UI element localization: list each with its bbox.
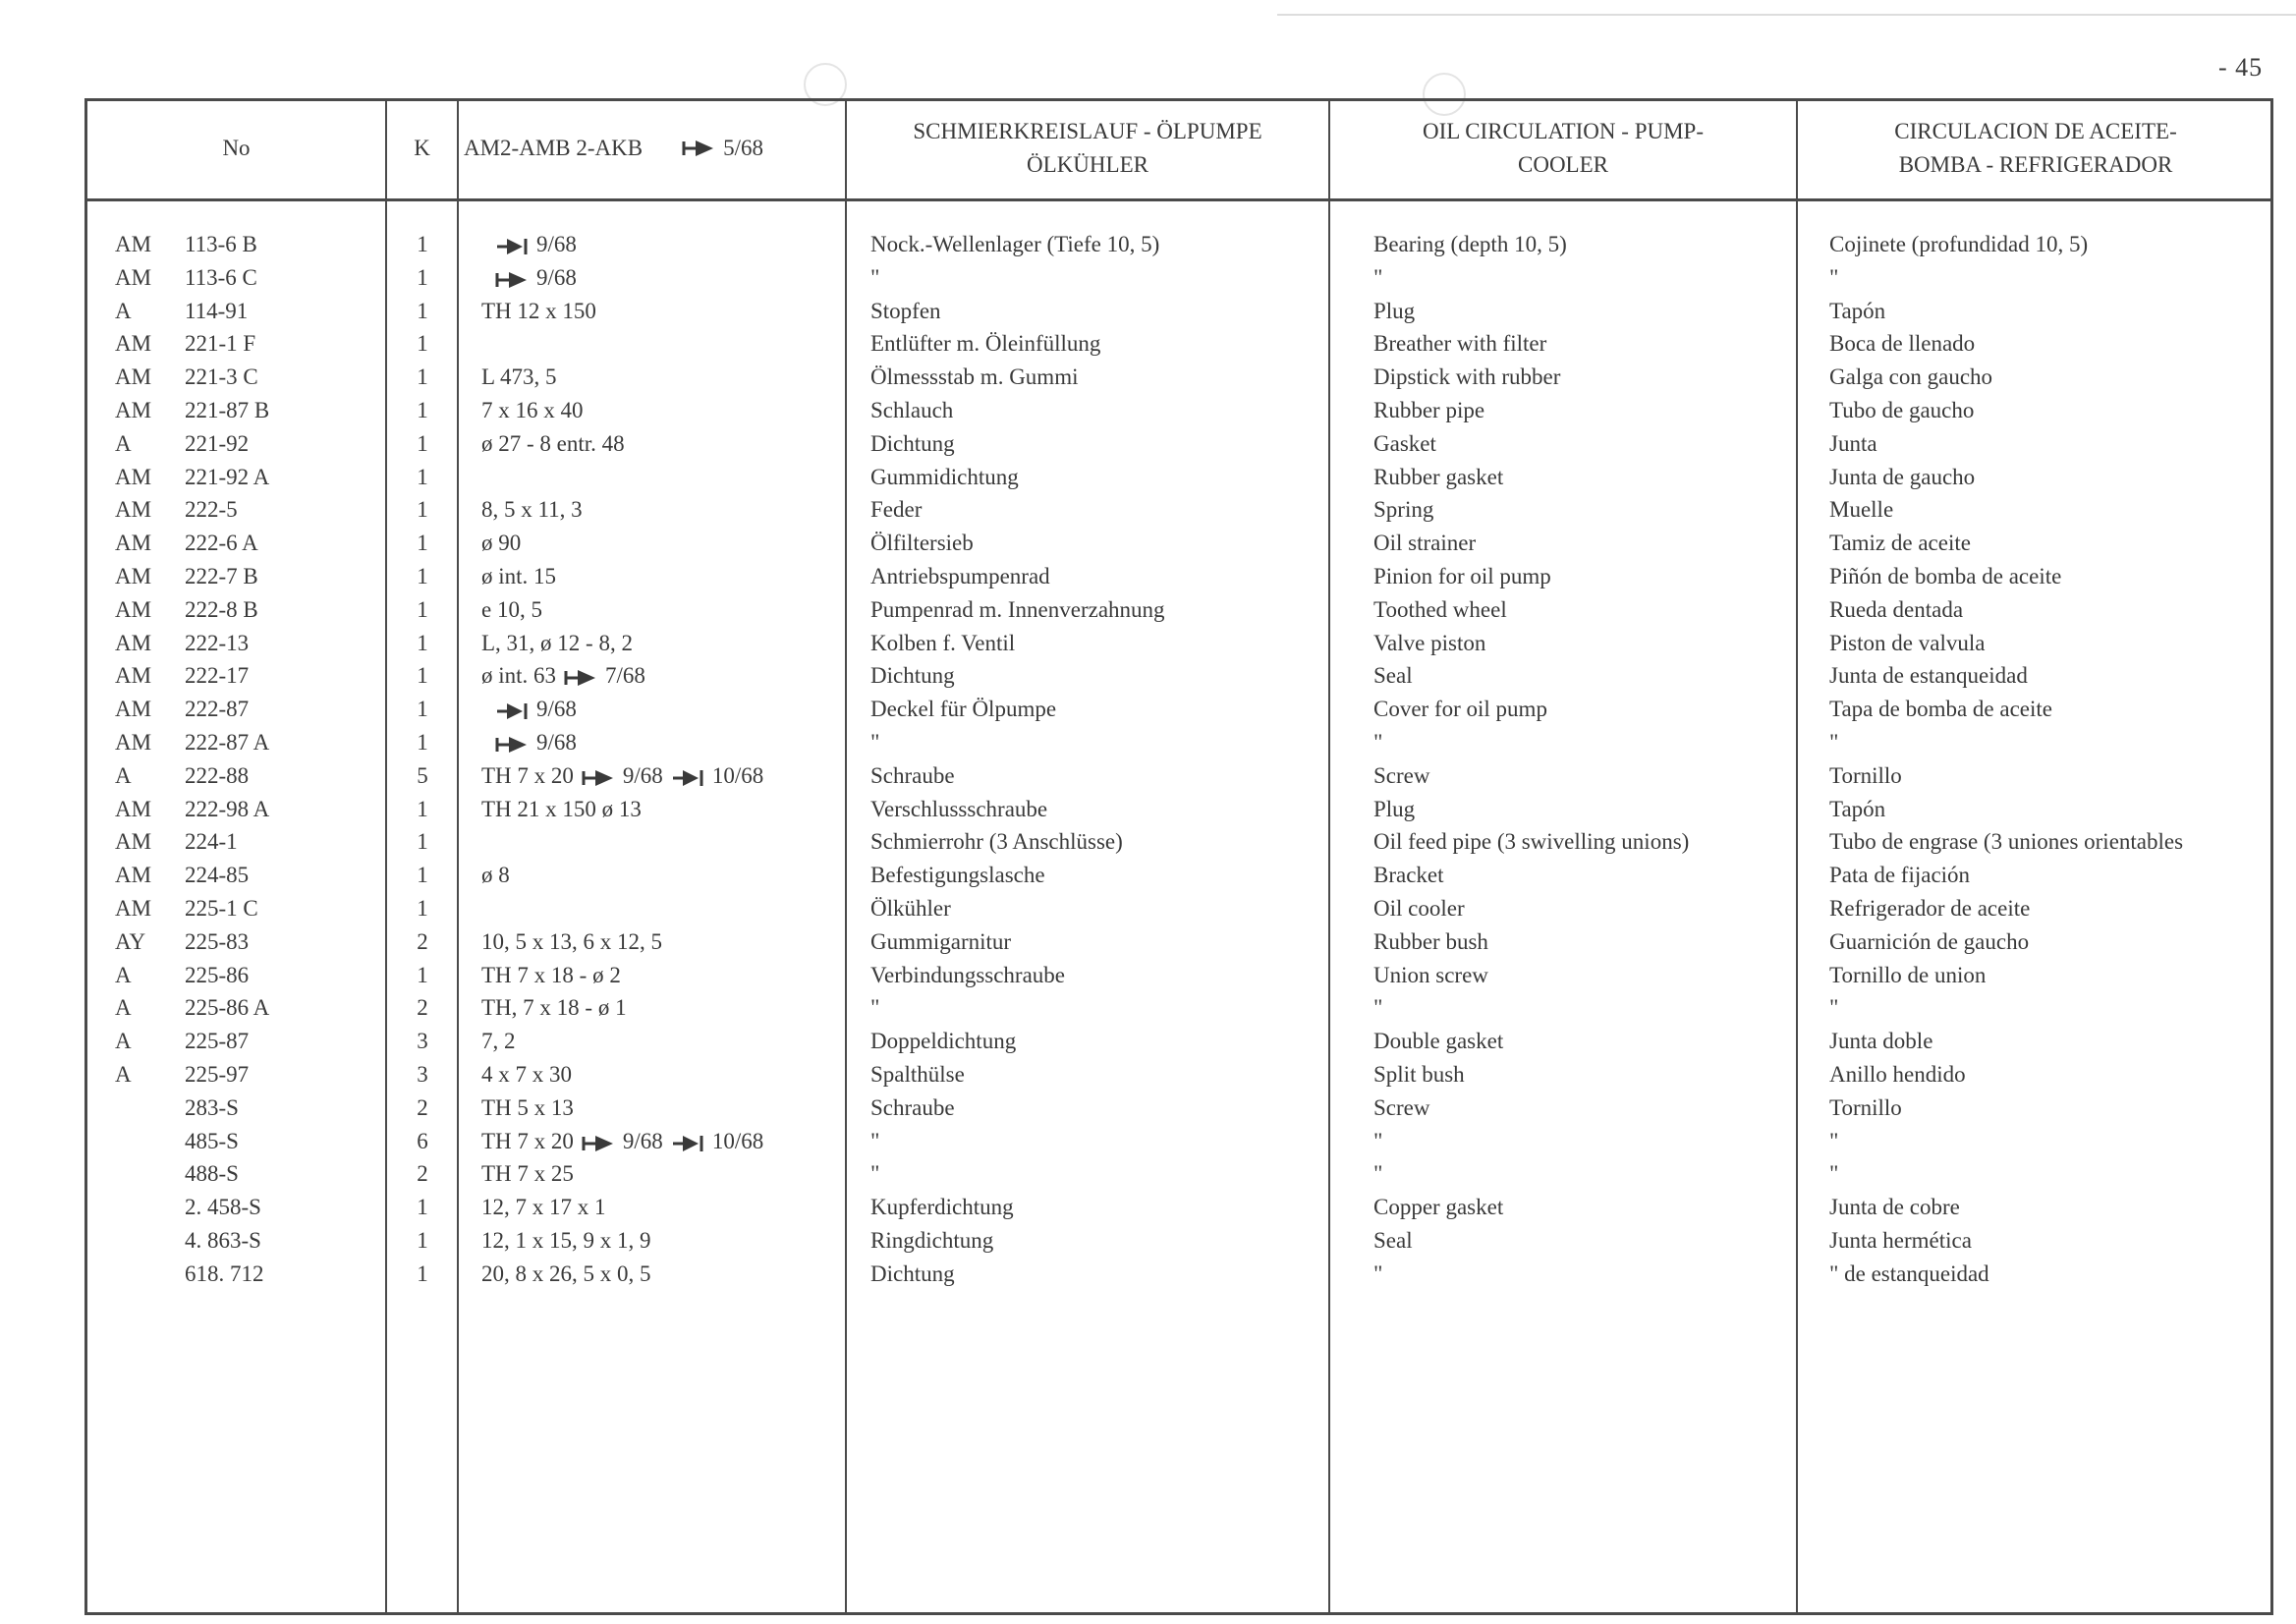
description-german: Nock.-Wellenlager (Tiefe 10, 5) (870, 232, 1160, 256)
description-german: Verbindungsschraube (870, 963, 1066, 987)
part-number: 114-91 (185, 299, 249, 323)
description-spanish: Junta hermética (1829, 1228, 1972, 1253)
quantity-k: 1 (417, 1261, 428, 1286)
description-german: Schmierrohr (3 Anschlüsse) (870, 829, 1123, 854)
part-number: 225-86 (185, 963, 250, 987)
part-spec (481, 429, 625, 459)
part-prefix: AM (115, 896, 152, 921)
quantity-k: 2 (417, 995, 428, 1020)
description-spanish: Galga con gaucho (1829, 364, 1993, 389)
description-english: Rubber bush (1373, 929, 1488, 954)
part-prefix: AM (115, 697, 152, 721)
quantity-k: 6 (417, 1129, 428, 1153)
spec-text: L, 31, ø 12 - 8, 2 (481, 631, 633, 655)
quantity-k: 1 (417, 697, 428, 721)
description-german: Ölmessstab m. Gummi (870, 364, 1079, 389)
description-german: Antriebspumpenrad (870, 564, 1050, 588)
description-english: " (1373, 730, 1383, 755)
part-spec (481, 629, 633, 658)
quantity-k: 2 (417, 929, 428, 954)
quantity-k: 1 (417, 431, 428, 456)
description-german: " (870, 1129, 880, 1153)
description-english: Cover for oil pump (1373, 697, 1547, 721)
description-german: Schlauch (870, 398, 954, 422)
quantity-k: 1 (417, 597, 428, 622)
header-german (847, 98, 1328, 198)
description-english: Valve piston (1373, 631, 1486, 655)
description-german: Feder (870, 497, 923, 522)
description-spanish: Piston de valvula (1829, 631, 1986, 655)
until-date-icon (671, 1134, 704, 1153)
description-german: " (870, 995, 880, 1020)
part-prefix: AM (115, 564, 152, 588)
part-number: 222-87 (185, 697, 250, 721)
part-number: 485-S (185, 1129, 239, 1153)
description-german: Dichtung (870, 663, 955, 688)
part-spec (481, 1193, 606, 1222)
spec-text: 20, 8 x 26, 5 x 0, 5 (481, 1261, 651, 1286)
description-english: Spring (1373, 497, 1434, 522)
quantity-k: 1 (417, 564, 428, 588)
description-spanish: " de estanqueidad (1829, 1261, 1989, 1286)
part-spec (481, 861, 510, 890)
header-english (1330, 98, 1796, 198)
part-spec (481, 595, 542, 625)
description-german: Kolben f. Ventil (870, 631, 1016, 655)
header-english-line-2: COOLER (1518, 152, 1608, 177)
description-german: Schraube (870, 1095, 955, 1120)
description-spanish: Tamiz de aceite (1829, 531, 1971, 555)
description-english: " (1373, 265, 1383, 290)
quantity-k: 1 (417, 232, 428, 256)
description-german: Doppeldichtung (870, 1029, 1017, 1053)
description-english: Screw (1373, 1095, 1430, 1120)
quantity-k: 1 (417, 497, 428, 522)
description-spanish: " (1829, 1161, 1839, 1186)
header-german-line-2: ÖLKÜHLER (1027, 152, 1148, 177)
description-english: Oil strainer (1373, 531, 1477, 555)
from-date-icon (564, 668, 597, 688)
part-prefix: AM (115, 331, 152, 356)
quantity-k: 3 (417, 1029, 428, 1053)
part-spec (481, 529, 521, 558)
quantity-k: 1 (417, 398, 428, 422)
spec-text: ø int. 63 (481, 663, 557, 688)
quantity-k: 2 (417, 1095, 428, 1120)
spec-text: ø 8 (481, 863, 510, 887)
part-prefix: AM (115, 465, 152, 489)
spec-text: 9/68 (536, 697, 577, 721)
description-spanish: Muelle (1829, 497, 1894, 522)
from-date-icon (495, 735, 529, 755)
part-number: 618. 712 (185, 1261, 264, 1286)
part-spec (481, 263, 577, 293)
description-german: Pumpenrad m. Innenverzahnung (870, 597, 1165, 622)
spec-text: TH 7 x 18 - ø 2 (481, 963, 621, 987)
header-spanish (1798, 98, 2273, 198)
quantity-k: 5 (417, 763, 428, 788)
description-spanish: " (1829, 1129, 1839, 1153)
description-spanish: " (1829, 995, 1839, 1020)
spec-text: 12, 1 x 15, 9 x 1, 9 (481, 1228, 651, 1253)
spec-date: 9/68 (622, 1129, 663, 1153)
quantity-k: 1 (417, 631, 428, 655)
part-prefix: A (115, 1062, 132, 1087)
part-number: 113-6 B (185, 232, 257, 256)
part-number: 224-1 (185, 829, 238, 854)
description-spanish: Tapón (1829, 299, 1886, 323)
description-german: Ölkühler (870, 896, 951, 921)
quantity-k: 1 (417, 331, 428, 356)
part-number: 225-87 (185, 1029, 250, 1053)
part-number: 2. 458-S (185, 1195, 261, 1219)
part-spec (481, 1159, 574, 1189)
part-number: 222-87 A (185, 730, 270, 755)
description-german: Dichtung (870, 1261, 955, 1286)
spec-text: 7, 2 (481, 1029, 516, 1053)
spec-text: e 10, 5 (481, 597, 542, 622)
part-number: 222-8 B (185, 597, 258, 622)
description-spanish: Tornillo de union (1829, 963, 1987, 987)
description-english: Plug (1373, 299, 1416, 323)
header-model-label: AM2-AMB 2-AKB (464, 136, 644, 160)
header-english-line-1: OIL CIRCULATION - PUMP- (1422, 119, 1704, 143)
description-german: Gummigarnitur (870, 929, 1012, 954)
header-k: K (414, 136, 430, 160)
description-english: Screw (1373, 763, 1430, 788)
description-german: " (870, 1161, 880, 1186)
part-prefix: AM (115, 364, 152, 389)
part-prefix: AM (115, 631, 152, 655)
description-english: Toothed wheel (1373, 597, 1507, 622)
part-spec (481, 661, 645, 691)
description-english: " (1373, 995, 1383, 1020)
description-english: " (1373, 1161, 1383, 1186)
description-english: Pinion for oil pump (1373, 564, 1551, 588)
header-model-date: 5/68 (723, 136, 763, 160)
page-number: - 45 (2218, 53, 2264, 82)
part-prefix: A (115, 1029, 132, 1053)
description-german: " (870, 730, 880, 755)
header-rule (84, 198, 2273, 201)
part-number: 488-S (185, 1161, 239, 1186)
description-spanish: Refrigerador de aceite (1829, 896, 2031, 921)
description-spanish: Junta (1829, 431, 1877, 456)
description-english: Double gasket (1373, 1029, 1504, 1053)
part-prefix: AM (115, 398, 152, 422)
description-english: " (1373, 1129, 1383, 1153)
spec-text: TH 7 x 20 (481, 763, 574, 788)
spec-date: 9/68 (622, 763, 663, 788)
description-spanish: Cojinete (profundidad 10, 5) (1829, 232, 2089, 256)
quantity-k: 1 (417, 829, 428, 854)
description-english: Breather with filter (1373, 331, 1547, 356)
header-model (464, 98, 845, 198)
description-german: Spalthülse (870, 1062, 965, 1087)
description-english: Gasket (1373, 431, 1436, 456)
description-english: Rubber gasket (1373, 465, 1504, 489)
part-spec (481, 495, 583, 525)
spec-text: 12, 7 x 17 x 1 (481, 1195, 606, 1219)
top-rule (1277, 14, 2296, 16)
spec-text: TH 5 x 13 (481, 1095, 574, 1120)
quantity-k: 1 (417, 364, 428, 389)
part-number: 225-83 (185, 929, 250, 954)
description-spanish: Rueda dentada (1829, 597, 1964, 622)
description-spanish: Tapa de bomba de aceite (1829, 697, 2052, 721)
quantity-k: 2 (417, 1161, 428, 1186)
until-date-icon (495, 701, 529, 721)
part-spec (481, 728, 577, 757)
part-prefix: AM (115, 829, 152, 854)
part-prefix: A (115, 995, 132, 1020)
part-prefix: A (115, 763, 132, 788)
part-prefix: AM (115, 663, 152, 688)
description-spanish: Anillo hendido (1829, 1062, 1966, 1087)
description-english: Copper gasket (1373, 1195, 1504, 1219)
part-spec (481, 993, 627, 1023)
description-spanish: Junta doble (1829, 1029, 1933, 1053)
divider-no-k (385, 98, 387, 1615)
spec-text: 7 x 16 x 40 (481, 398, 584, 422)
divider-k-model (457, 98, 459, 1615)
description-english: Bearing (depth 10, 5) (1373, 232, 1567, 256)
description-spanish: " (1829, 265, 1839, 290)
description-german: Kupferdichtung (870, 1195, 1014, 1219)
description-english: Dipstick with rubber (1373, 364, 1561, 389)
description-spanish: Junta de gaucho (1829, 465, 1976, 489)
from-date-icon (582, 768, 615, 788)
quantity-k: 1 (417, 299, 428, 323)
part-number: 222-98 A (185, 797, 270, 821)
spec-text: ø 90 (481, 531, 522, 555)
until-date-icon (495, 237, 529, 256)
spec-text: TH 21 x 150 ø 13 (481, 797, 642, 821)
description-spanish: Tapón (1829, 797, 1886, 821)
spec-text: L 473, 5 (481, 364, 557, 389)
spec-text: ø 27 - 8 entr. 48 (481, 431, 625, 456)
from-date-icon (682, 139, 715, 158)
description-english: Oil cooler (1373, 896, 1465, 921)
description-german: Deckel für Ölpumpe (870, 697, 1057, 721)
spec-date: 7/68 (605, 663, 645, 688)
part-spec (481, 396, 584, 425)
part-prefix: A (115, 299, 132, 323)
description-german: Entlüfter m. Öleinfüllung (870, 331, 1101, 356)
part-spec (481, 1060, 572, 1090)
part-number: 222-13 (185, 631, 250, 655)
spec-text: 9/68 (536, 265, 577, 290)
part-spec (481, 562, 556, 591)
description-german: Stopfen (870, 299, 941, 323)
part-prefix: AM (115, 797, 152, 821)
part-number: 221-3 C (185, 364, 258, 389)
part-prefix: AY (115, 929, 146, 954)
spec-date-2: 10/68 (711, 763, 764, 788)
description-german: Befestigungslasche (870, 863, 1045, 887)
description-german: " (870, 265, 880, 290)
description-german: Ringdichtung (870, 1228, 994, 1253)
part-prefix: AM (115, 232, 152, 256)
description-english: Rubber pipe (1373, 398, 1485, 422)
part-prefix: A (115, 431, 132, 456)
description-spanish: Tubo de gaucho (1829, 398, 1975, 422)
part-number: 225-86 A (185, 995, 270, 1020)
part-spec (481, 761, 763, 791)
header-spanish-line-1: CIRCULACION DE ACEITE- (1894, 119, 2177, 143)
part-spec (481, 297, 596, 326)
part-spec (481, 1127, 763, 1156)
quantity-k: 3 (417, 1062, 428, 1087)
description-spanish: Junta de cobre (1829, 1195, 1960, 1219)
part-prefix: AM (115, 597, 152, 622)
divider-model-de (845, 98, 847, 1615)
part-spec (481, 1260, 651, 1289)
quantity-k: 1 (417, 265, 428, 290)
spec-text: TH, 7 x 18 - ø 1 (481, 995, 627, 1020)
part-prefix: AM (115, 730, 152, 755)
description-english: Seal (1373, 663, 1413, 688)
part-number: 224-85 (185, 863, 250, 887)
part-spec (481, 695, 577, 724)
description-spanish: Junta de estanqueidad (1829, 663, 2028, 688)
description-english: " (1373, 1261, 1383, 1286)
divider-de-en (1328, 98, 1330, 1615)
description-german: Ölfiltersieb (870, 531, 974, 555)
description-english: Oil feed pipe (3 swivelling unions) (1373, 829, 1690, 854)
spec-date-2: 10/68 (711, 1129, 764, 1153)
spec-text: TH 7 x 25 (481, 1161, 574, 1186)
part-number: 4. 863-S (185, 1228, 261, 1253)
part-spec (481, 927, 662, 957)
part-number: 222-6 A (185, 531, 258, 555)
part-spec (481, 1093, 574, 1123)
quantity-k: 1 (417, 896, 428, 921)
part-spec (481, 795, 642, 824)
quantity-k: 1 (417, 963, 428, 987)
spec-text: TH 7 x 20 (481, 1129, 574, 1153)
description-german: Gummidichtung (870, 465, 1019, 489)
part-number: 222-88 (185, 763, 250, 788)
part-prefix: A (115, 963, 132, 987)
description-spanish: Tubo de engrase (3 uniones orientables (1829, 829, 2184, 854)
quantity-k: 1 (417, 465, 428, 489)
part-number: 221-87 B (185, 398, 270, 422)
part-prefix: AM (115, 497, 152, 522)
description-english: Bracket (1373, 863, 1444, 887)
quantity-k: 1 (417, 531, 428, 555)
description-spanish: Tornillo (1829, 1095, 1902, 1120)
spec-text: 8, 5 x 11, 3 (481, 497, 583, 522)
part-number: 222-17 (185, 663, 250, 688)
spec-text: 9/68 (536, 730, 577, 755)
spec-text: 4 x 7 x 30 (481, 1062, 572, 1087)
description-spanish: Tornillo (1829, 763, 1902, 788)
part-spec (481, 1027, 516, 1056)
divider-en-es (1796, 98, 1798, 1615)
part-prefix: AM (115, 863, 152, 887)
description-english: Seal (1373, 1228, 1413, 1253)
quantity-k: 1 (417, 730, 428, 755)
header-german-line-1: SCHMIERKREISLAUF - ÖLPUMPE (913, 119, 1262, 143)
part-number: 221-92 A (185, 465, 270, 489)
description-german: Verschlussschraube (870, 797, 1048, 821)
description-german: Dichtung (870, 431, 955, 456)
quantity-k: 1 (417, 1195, 428, 1219)
part-prefix: AM (115, 265, 152, 290)
description-spanish: Pata de fijación (1829, 863, 1971, 887)
part-number: 221-92 (185, 431, 250, 456)
part-spec (481, 230, 577, 259)
description-english: Split bush (1373, 1062, 1465, 1087)
from-date-icon (582, 1134, 615, 1153)
from-date-icon (495, 270, 529, 290)
part-number: 222-7 B (185, 564, 258, 588)
part-spec (481, 363, 556, 392)
quantity-k: 1 (417, 797, 428, 821)
spec-text: TH 12 x 150 (481, 299, 596, 323)
part-prefix: AM (115, 531, 152, 555)
part-number: 222-5 (185, 497, 238, 522)
description-spanish: Piñón de bomba de aceite (1829, 564, 2062, 588)
part-number: 113-6 C (185, 265, 257, 290)
description-spanish: Guarnición de gaucho (1829, 929, 2030, 954)
spec-text: 9/68 (536, 232, 577, 256)
until-date-icon (671, 768, 704, 788)
part-spec (481, 1226, 651, 1256)
description-english: Union screw (1373, 963, 1488, 987)
part-spec (481, 961, 621, 990)
part-number: 283-S (185, 1095, 239, 1120)
header-spanish-line-2: BOMBA - REFRIGERADOR (1898, 152, 2173, 177)
spec-text: 10, 5 x 13, 6 x 12, 5 (481, 929, 662, 954)
description-english: Plug (1373, 797, 1416, 821)
quantity-k: 1 (417, 663, 428, 688)
part-number: 225-97 (185, 1062, 250, 1087)
description-spanish: " (1829, 730, 1839, 755)
header-no: No (222, 136, 251, 160)
description-german: Schraube (870, 763, 955, 788)
quantity-k: 1 (417, 1228, 428, 1253)
quantity-k: 1 (417, 863, 428, 887)
spec-text: ø int. 15 (481, 564, 557, 588)
part-number: 225-1 C (185, 896, 258, 921)
part-number: 221-1 F (185, 331, 256, 356)
description-spanish: Boca de llenado (1829, 331, 1976, 356)
